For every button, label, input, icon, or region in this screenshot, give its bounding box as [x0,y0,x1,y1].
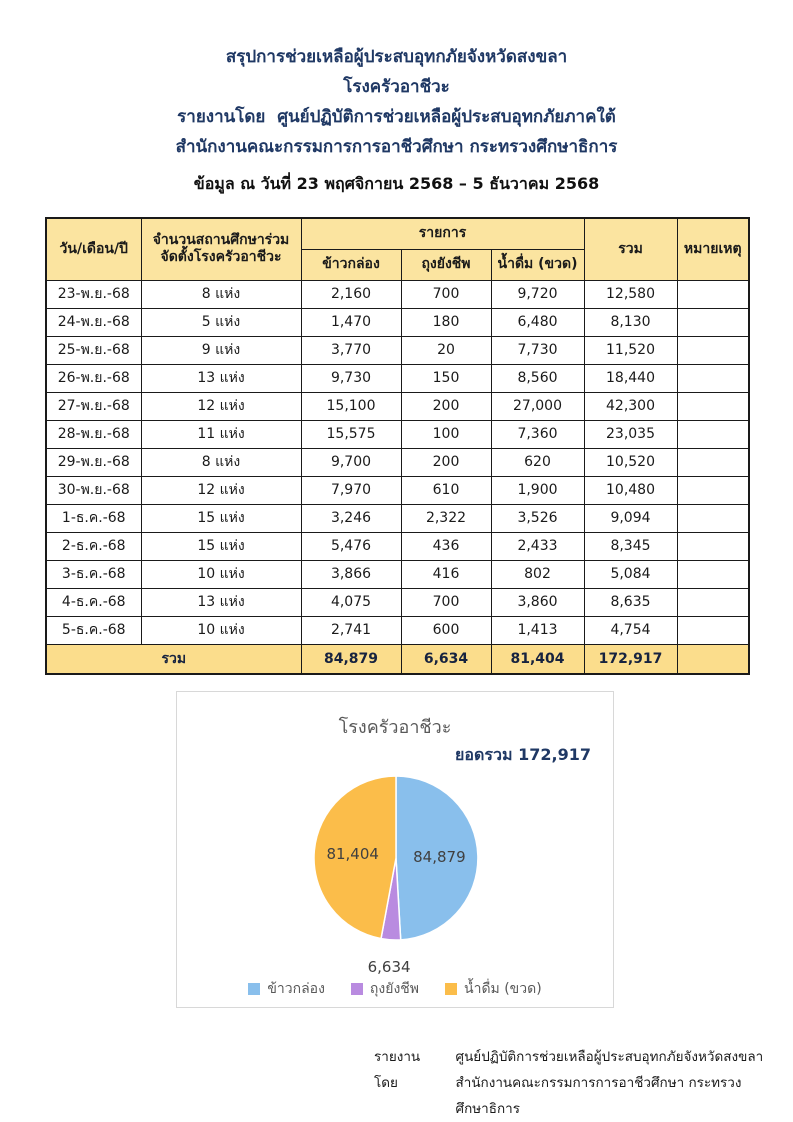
bag-cell: 200 [401,448,491,476]
table-header [46,218,749,280]
table-footer [46,644,749,674]
water-cell: 6,480 [491,308,584,336]
total-cell: 42,300 [584,392,677,420]
schools-cell: 15 แห่ง [141,532,301,560]
legend-swatch-icon [351,983,363,995]
total-sum-cell: 172,917 [584,644,677,674]
rice-cell: 1,470 [301,308,401,336]
title-line-1: สรุปการช่วยเหลือผู้ประสบอุทกภัยจังหวัดสงขลา [225,47,568,67]
total-water-cell: 81,404 [491,644,584,674]
chart-legend [177,978,613,1000]
col-header-total: รวม [584,218,677,280]
bag-cell: 436 [401,532,491,560]
remark-cell [677,392,749,420]
date-cell: 23-พ.ย.-68 [46,280,141,308]
water-cell: 2,433 [491,532,584,560]
table-row [46,532,749,560]
col-header-water: น้ำดื่ม (ขวด) [491,249,584,280]
reported-by-label: รายงานโดย [374,1049,421,1091]
relief-summary-table [45,217,750,675]
total-rice-cell: 84,879 [301,644,401,674]
date-cell: 24-พ.ย.-68 [46,308,141,336]
rice-cell: 5,476 [301,532,401,560]
footer-org-line2: สำนักงานคณะกรรมการการอาชีวศึกษา กระทรวงศึกษาธิการ [455,1075,742,1117]
date-cell: 2-ธ.ค.-68 [46,532,141,560]
water-cell: 802 [491,560,584,588]
legend-label: ถุงยังชีพ [369,981,420,997]
table-row [46,336,749,364]
total-cell: 4,754 [584,616,677,644]
remark-cell [677,364,749,392]
legend-label: น้ำดื่ม (ขวด) [464,981,542,997]
date-cell: 27-พ.ย.-68 [46,392,141,420]
bag-cell: 20 [401,336,491,364]
legend-item-2 [351,978,419,1000]
rice-cell: 3,770 [301,336,401,364]
title-line-4: สำนักงานคณะกรรมการการอาชีวศึกษา กระทรวงศึกษาธิการ [175,137,618,157]
bag-cell: 600 [401,616,491,644]
water-cell: 1,900 [491,476,584,504]
pie-value-label-2: 6,634 [367,957,411,976]
total-cell: 11,520 [584,336,677,364]
total-cell: 18,440 [584,364,677,392]
schools-cell: 12 แห่ง [141,392,301,420]
pie-value-label-3: 81,404 [326,845,379,863]
remark-cell [677,308,749,336]
table-row [46,588,749,616]
date-cell: 4-ธ.ค.-68 [46,588,141,616]
rice-cell: 9,730 [301,364,401,392]
legend-swatch-icon [248,983,260,995]
remark-cell [677,560,749,588]
col-header-schools-line2: จัดตั้งโรงครัวอาชีวะ [160,249,282,266]
water-cell: 3,860 [491,588,584,616]
table-container [45,217,748,675]
rice-cell: 15,575 [301,420,401,448]
table-row [46,476,749,504]
total-cell: 9,094 [584,504,677,532]
bag-cell: 2,322 [401,504,491,532]
total-cell: 10,480 [584,476,677,504]
pie-value-label-1: 84,879 [413,847,466,866]
pie-chart [177,768,615,976]
bag-cell: 180 [401,308,491,336]
col-header-remark: หมายเหตุ [677,218,749,280]
total-cell: 23,035 [584,420,677,448]
bag-cell: 700 [401,280,491,308]
col-header-schools [141,218,301,280]
schools-cell: 9 แห่ง [141,336,301,364]
rice-cell: 7,970 [301,476,401,504]
total-cell: 8,130 [584,308,677,336]
total-label-cell: รวม [46,644,301,674]
water-cell: 9,720 [491,280,584,308]
table-row [46,560,749,588]
remark-cell [677,280,749,308]
schools-cell: 10 แห่ง [141,616,301,644]
remark-cell [677,532,749,560]
date-cell: 5-ธ.ค.-68 [46,616,141,644]
total-cell: 12,580 [584,280,677,308]
rice-cell: 3,866 [301,560,401,588]
legend-item-3 [445,978,542,1000]
schools-cell: 8 แห่ง [141,448,301,476]
bag-cell: 150 [401,364,491,392]
water-cell: 620 [491,448,584,476]
water-cell: 3,526 [491,504,584,532]
schools-cell: 15 แห่ง [141,504,301,532]
footer-org-line1: ศูนย์ปฏิบัติการช่วยเหลือผู้ประสบอุทกภัยจังหวัดสงขลา [455,1049,764,1065]
col-header-date: วัน/เดือน/ปี [46,218,141,280]
total-cell: 5,084 [584,560,677,588]
table-row [46,616,749,644]
date-cell: 26-พ.ย.-68 [46,364,141,392]
schools-cell: 10 แห่ง [141,560,301,588]
table-row [46,420,749,448]
schools-cell: 11 แห่ง [141,420,301,448]
table-row [46,280,749,308]
bag-cell: 416 [401,560,491,588]
rice-cell: 15,100 [301,392,401,420]
rice-cell: 2,741 [301,616,401,644]
remark-cell [677,588,749,616]
water-cell: 8,560 [491,364,584,392]
remark-cell [677,336,749,364]
col-header-bag: ถุงยังชีพ [401,249,491,280]
chart-title: โรงครัวอาชีวะ [338,717,452,738]
schools-cell: 13 แห่ง [141,588,301,616]
col-header-schools-line1: จำนวนสถานศึกษาร่วม [152,232,290,249]
table-row [46,308,749,336]
schools-cell: 12 แห่ง [141,476,301,504]
date-cell: 30-พ.ย.-68 [46,476,141,504]
title-line-3: รายงานโดย ศูนย์ปฏิบัติการช่วยเหลือผู้ประสบอุทกภัยภาคใต้ [177,107,616,127]
chart-total-annotation: ยอดรวม 172,917 [455,745,591,764]
schools-cell: 13 แห่ง [141,364,301,392]
pie-chart-card [176,691,614,1008]
remark-cell [677,504,749,532]
rice-cell: 2,160 [301,280,401,308]
total-cell: 8,345 [584,532,677,560]
date-cell: 29-พ.ย.-68 [46,448,141,476]
water-cell: 7,730 [491,336,584,364]
rice-cell: 4,075 [301,588,401,616]
date-cell: 1-ธ.ค.-68 [46,504,141,532]
report-date-range: ข้อมูล ณ วันที่ 23 พฤศจิกายน 2568 – 5 ธันวาคม 2568 [193,174,600,193]
date-cell: 28-พ.ย.-68 [46,420,141,448]
table-body [46,280,749,644]
legend-swatch-icon [445,983,457,995]
table-row [46,504,749,532]
total-remark-cell [677,644,749,674]
table-row [46,364,749,392]
report-footer [374,1044,793,1122]
rice-cell: 3,246 [301,504,401,532]
date-cell: 3-ธ.ค.-68 [46,560,141,588]
water-cell: 1,413 [491,616,584,644]
legend-item-1 [248,978,325,1000]
col-header-items-group: รายการ [301,218,584,249]
col-header-rice: ข้าวกล่อง [301,249,401,280]
table-row [46,392,749,420]
water-cell: 27,000 [491,392,584,420]
total-cell: 8,635 [584,588,677,616]
total-bag-cell: 6,634 [401,644,491,674]
bag-cell: 610 [401,476,491,504]
footer-org-block [456,1044,793,1122]
schools-cell: 5 แห่ง [141,308,301,336]
remark-cell [677,616,749,644]
bag-cell: 100 [401,420,491,448]
rice-cell: 9,700 [301,448,401,476]
table-total-row [46,644,749,674]
schools-cell: 8 แห่ง [141,280,301,308]
legend-label: ข้าวกล่อง [267,981,325,997]
table-row [46,448,749,476]
remark-cell [677,476,749,504]
bag-cell: 700 [401,588,491,616]
remark-cell [677,420,749,448]
document-header [0,0,793,197]
water-cell: 7,360 [491,420,584,448]
total-cell: 10,520 [584,448,677,476]
bag-cell: 200 [401,392,491,420]
remark-cell [677,448,749,476]
title-line-2: โรงครัวอาชีวะ [343,77,450,97]
date-cell: 25-พ.ย.-68 [46,336,141,364]
